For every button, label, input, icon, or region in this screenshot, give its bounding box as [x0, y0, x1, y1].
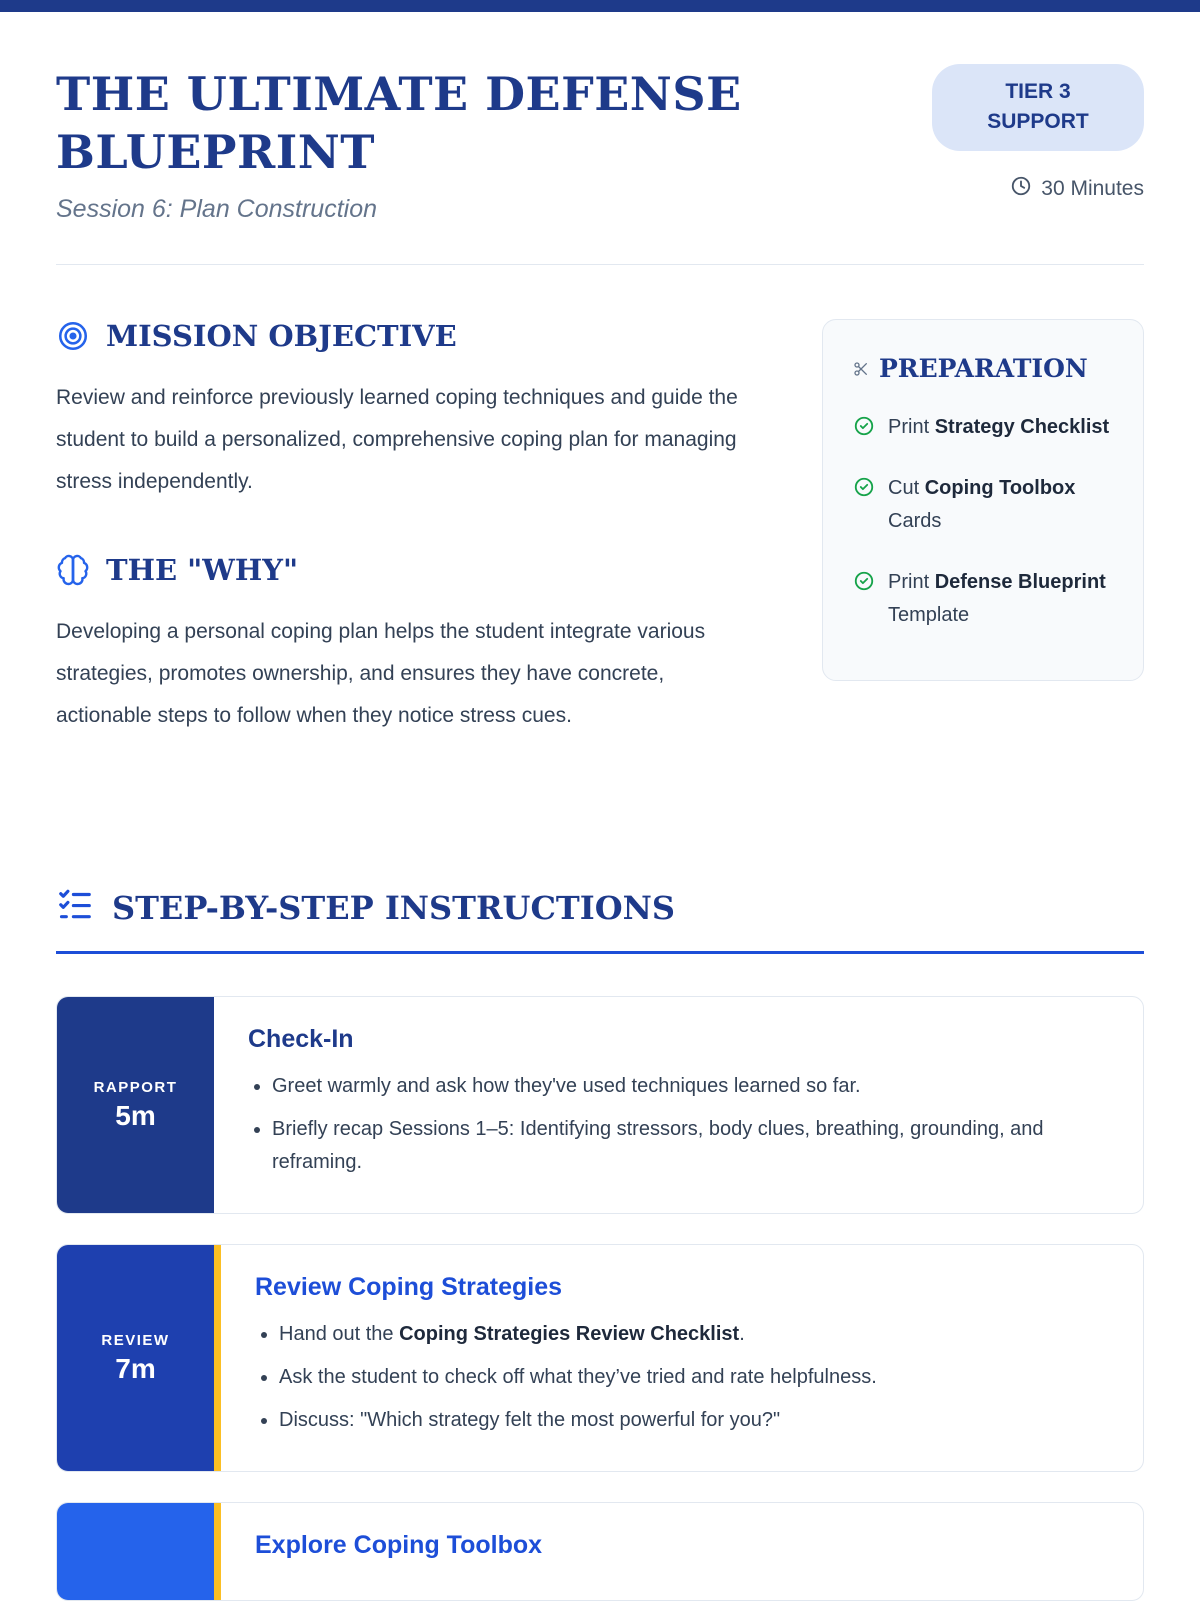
- why-section: [56, 553, 776, 737]
- duration-text: 30 Minutes: [1041, 176, 1144, 200]
- prep-item-text: Print Strategy Checklist: [888, 416, 1110, 438]
- step-card-explore: [56, 1502, 1144, 1601]
- top-accent-bar: [0, 0, 1200, 12]
- prep-item: [853, 472, 1113, 538]
- step-content: [221, 1245, 1143, 1471]
- mission-heading-row: [56, 319, 776, 353]
- header-left: [56, 52, 786, 224]
- step-bullet: • Briefly recap Sessions 1–5: Identifying stressors, body clues, breathing, grounding, and reframing.: [272, 1113, 1109, 1179]
- checklist-icon: [56, 885, 94, 931]
- why-heading-row: [56, 553, 776, 587]
- header-right: [932, 52, 1144, 203]
- step-title: Review Coping Strategies: [255, 1273, 563, 1301]
- lesson-plan-page: [0, 12, 1200, 1601]
- why-heading: THE "WHY": [106, 553, 299, 587]
- session-subtitle: Session 6: Plan Construction: [56, 195, 378, 223]
- step-title: Explore Coping Toolbox: [255, 1531, 543, 1559]
- check-circle-icon: [853, 570, 875, 632]
- accent-stripe: [214, 1245, 221, 1471]
- scissors-icon: [853, 354, 869, 383]
- steps-list: [56, 996, 1144, 1601]
- step-content: [214, 997, 1143, 1213]
- clock-icon: [1010, 175, 1032, 203]
- header: [56, 52, 1144, 224]
- prep-item: [853, 411, 1113, 444]
- check-circle-icon: [853, 415, 875, 444]
- prep-item: [853, 566, 1113, 632]
- step-bullet: • Greet warmly and ask how they've used techniques learned so far.: [272, 1070, 1109, 1103]
- instructions-heading-row: [56, 885, 1144, 954]
- prep-item-text: Print Defense Blueprint Template: [888, 571, 1106, 626]
- mission-heading: MISSION OBJECTIVE: [106, 319, 457, 353]
- preparation-heading: PREPARATION: [879, 354, 1088, 383]
- tier-badge: TIER 3 SUPPORT: [932, 64, 1144, 151]
- step-bullet: • Discuss: "Which strategy felt the most powerful for you?": [279, 1404, 1109, 1437]
- target-icon: [56, 319, 90, 353]
- mission-body: Review and reinforce previously learned coping techniques and guide the student to build a personalized, comprehensive coping plan for managing stress independently.: [56, 386, 738, 493]
- step-content: [221, 1503, 1143, 1600]
- content-columns: [56, 319, 1144, 787]
- check-circle-icon: [853, 476, 875, 538]
- instructions-heading: STEP-BY-STEP INSTRUCTIONS: [112, 889, 675, 927]
- header-divider: [56, 264, 1144, 265]
- step-bullet: • Ask the student to check off what they’ve tried and rate helpfulness.: [279, 1361, 1109, 1394]
- step-tag: REVIEW: [101, 1331, 170, 1349]
- main-column: [56, 319, 776, 787]
- step-bullets: [255, 1318, 1109, 1437]
- step-title: Check-In: [248, 1025, 354, 1053]
- preparation-list: [853, 411, 1113, 632]
- preparation-heading-row: [853, 354, 1113, 383]
- why-body: Developing a personal coping plan helps the student integrate various strategies, promotes ownership, and ensures they have concrete, actionable steps to follow when they notice stress cues.: [56, 620, 706, 727]
- step-card-review: [56, 1244, 1144, 1472]
- step-sidebar: [57, 1503, 214, 1600]
- step-card-check-in: [56, 996, 1144, 1214]
- duration: [932, 175, 1144, 203]
- brain-icon: [56, 553, 90, 587]
- step-sidebar: [57, 1245, 214, 1471]
- step-sidebar: [57, 997, 214, 1213]
- step-bullets: [248, 1070, 1109, 1179]
- step-time: 5m: [115, 1099, 156, 1131]
- step-bullet: • Hand out the Coping Strategies Review Checklist.: [279, 1318, 1109, 1351]
- step-tag: RAPPORT: [93, 1078, 178, 1096]
- accent-stripe: [214, 1503, 221, 1600]
- prep-item-text: Cut Coping Toolbox Cards: [888, 477, 1076, 532]
- preparation-card: [822, 319, 1144, 681]
- step-time: 7m: [115, 1352, 156, 1384]
- mission-section: [56, 319, 776, 503]
- page-title: THE ULTIMATE DEFENSE BLUEPRINT: [56, 67, 742, 179]
